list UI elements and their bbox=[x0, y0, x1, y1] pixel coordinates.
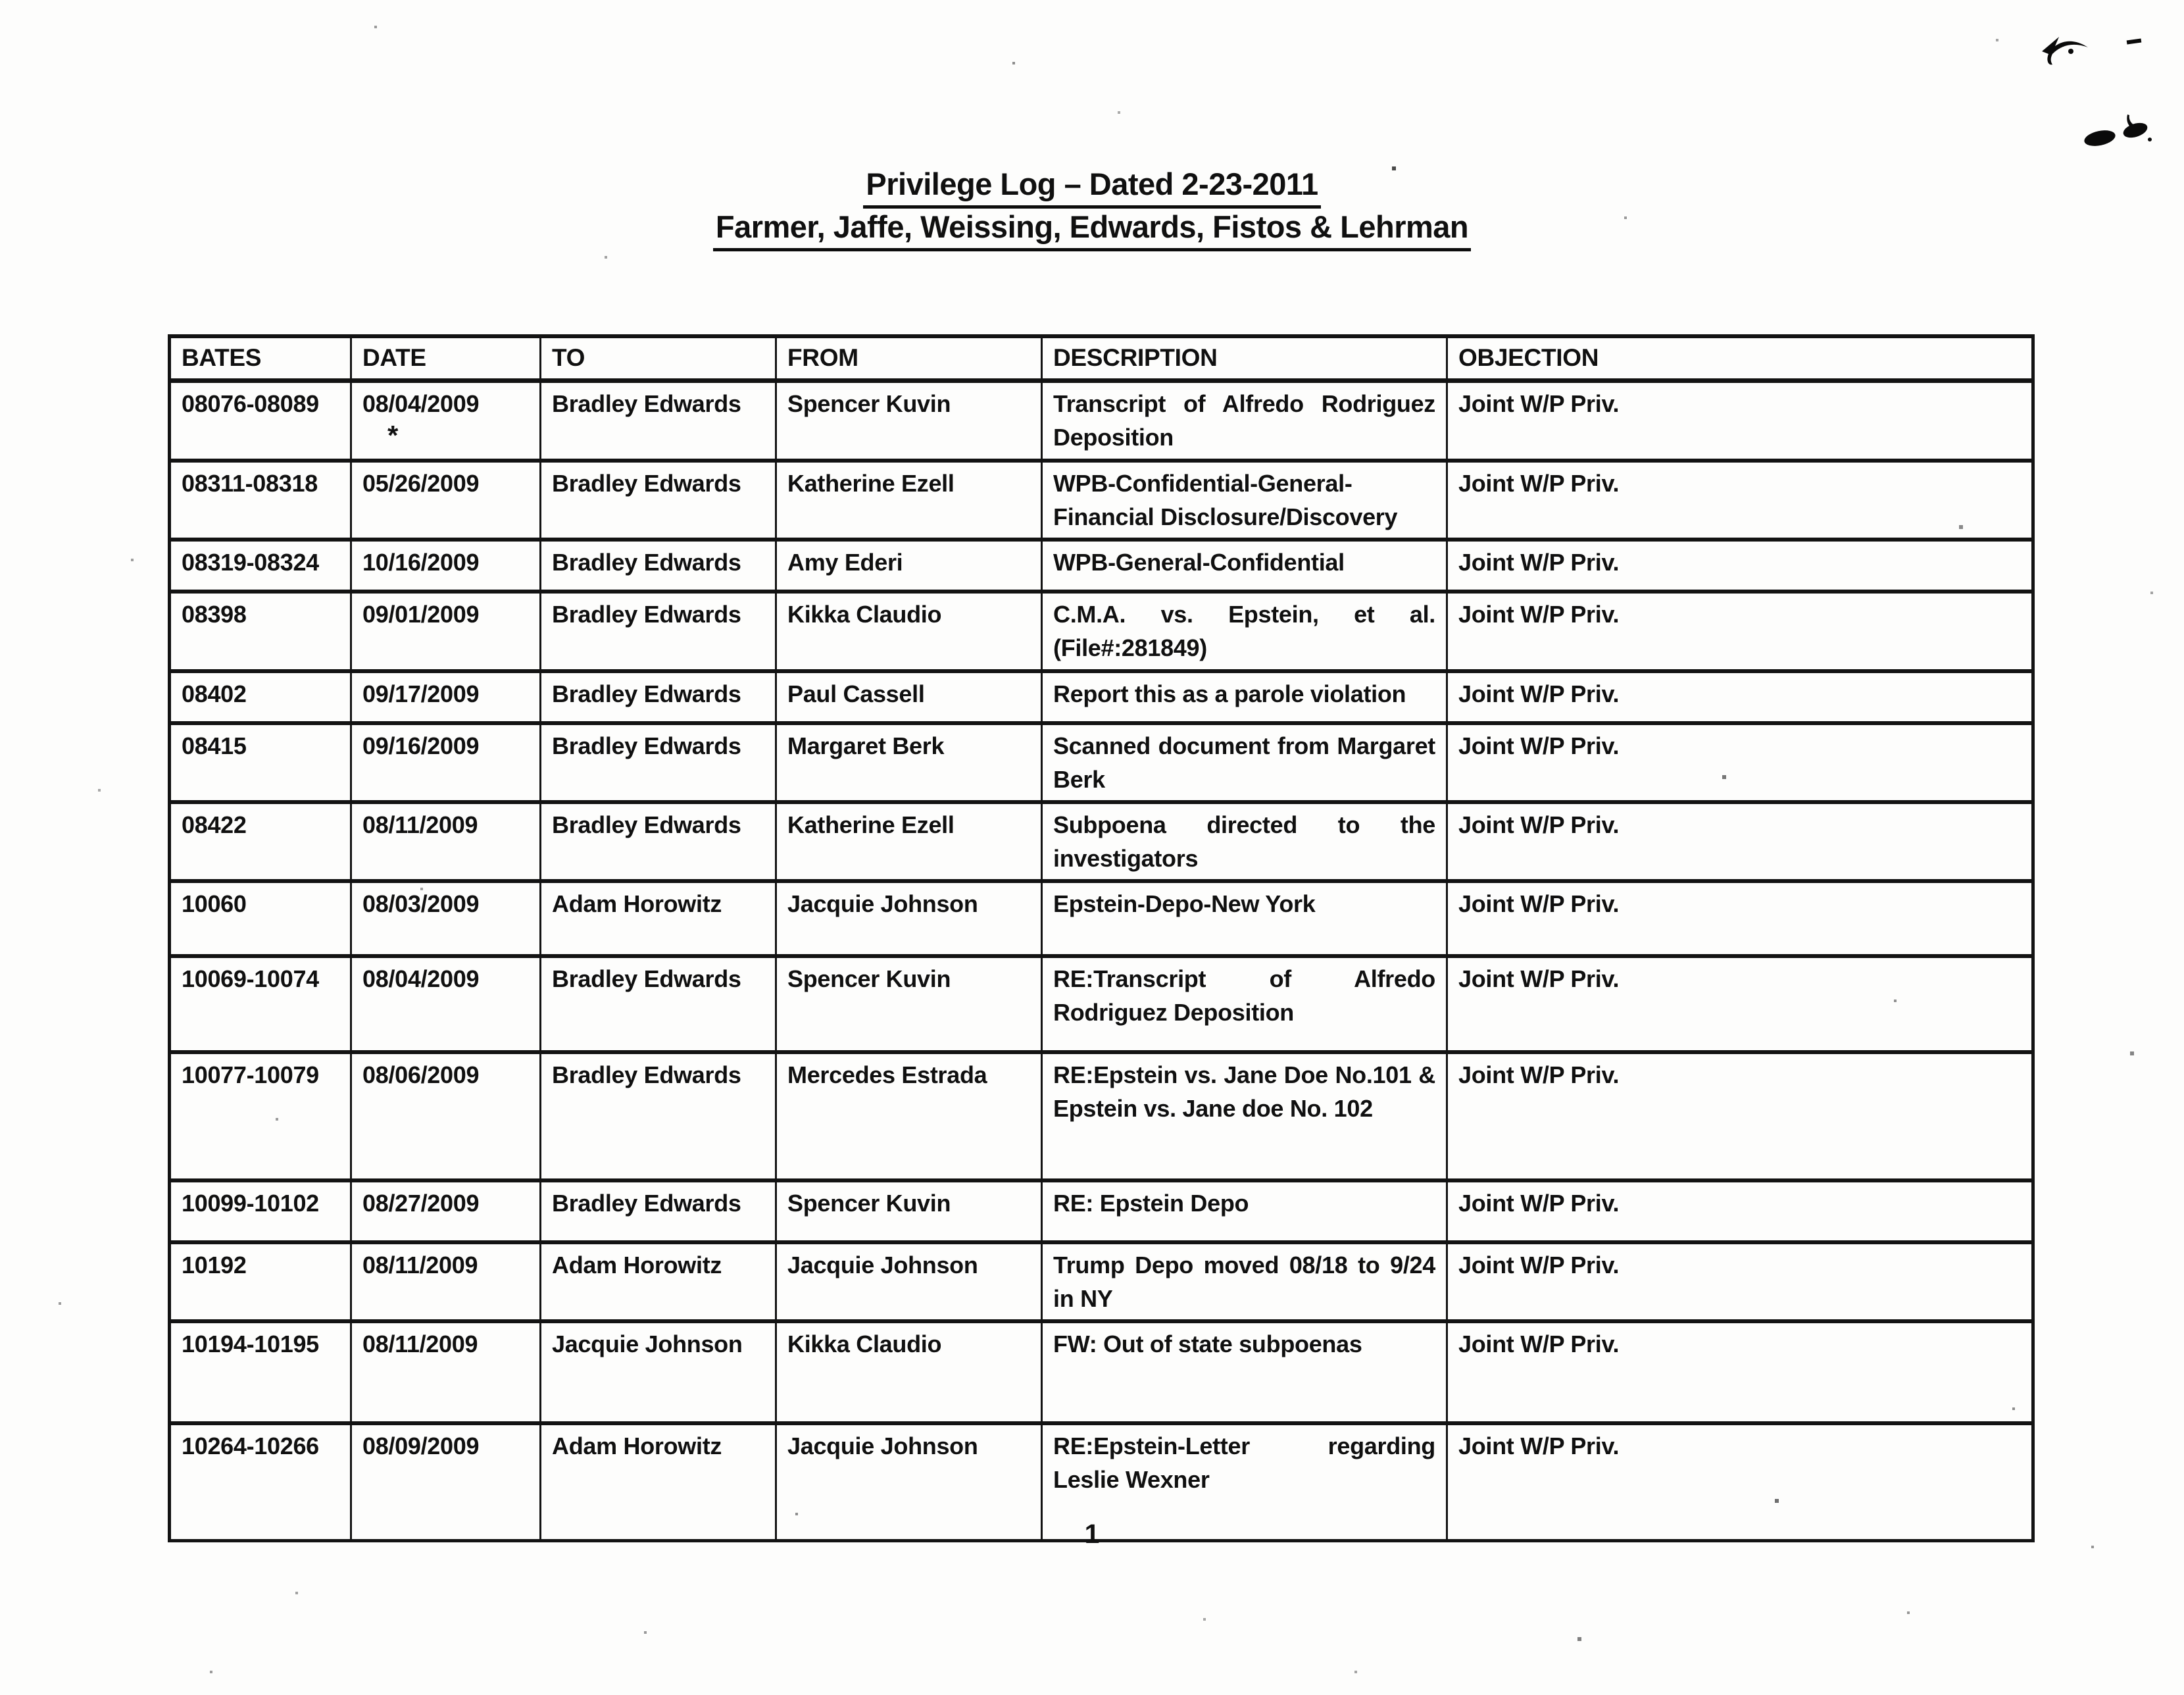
to-cell bbox=[541, 881, 776, 956]
date-cell bbox=[351, 723, 541, 802]
from-cell bbox=[776, 802, 1042, 881]
description-cell bbox=[1042, 1242, 1447, 1321]
date-cell bbox=[351, 671, 541, 723]
objection-value: Joint W/P Priv. bbox=[1458, 549, 1620, 576]
from-cell bbox=[776, 1180, 1042, 1242]
from-value: Spencer Kuvin bbox=[787, 965, 951, 993]
table-row bbox=[170, 881, 2033, 956]
description-cell bbox=[1042, 956, 1447, 1052]
to-cell bbox=[541, 461, 776, 540]
description-value: FW: Out of state subpoenas bbox=[1053, 1330, 1362, 1358]
objection-value: Joint W/P Priv. bbox=[1458, 1252, 1620, 1279]
privilege-log-table bbox=[168, 334, 2035, 1542]
from-value: Kikka Claudio bbox=[787, 1330, 942, 1358]
date-value: 09/01/2009 bbox=[362, 601, 480, 628]
date-value: 05/26/2009 bbox=[362, 470, 480, 497]
objection-value: Joint W/P Priv. bbox=[1458, 680, 1620, 707]
description-cell bbox=[1042, 380, 1447, 461]
description-cell bbox=[1042, 881, 1447, 956]
objection-cell bbox=[1447, 1321, 2033, 1423]
to-value: Bradley Edwards bbox=[552, 1190, 741, 1217]
to-value: Adam Horowitz bbox=[552, 1432, 722, 1460]
from-cell bbox=[776, 1321, 1042, 1423]
date-cell bbox=[351, 802, 541, 881]
date-cell bbox=[351, 540, 541, 592]
col-header-bates: BATES bbox=[170, 336, 351, 380]
from-value: Mercedes Estrada bbox=[787, 1061, 987, 1089]
objection-cell bbox=[1447, 671, 2033, 723]
from-value: Spencer Kuvin bbox=[787, 1190, 951, 1217]
bates-value: 10192 bbox=[182, 1252, 247, 1279]
title-line-1: Privilege Log – Dated 2-23-2011 bbox=[863, 166, 1320, 209]
bates-cell bbox=[170, 1321, 351, 1423]
from-cell bbox=[776, 956, 1042, 1052]
scan-noise-speckles bbox=[0, 0, 1, 1]
objection-cell bbox=[1447, 592, 2033, 670]
date-annotation: * bbox=[387, 419, 399, 451]
date-cell bbox=[351, 1052, 541, 1180]
to-value: Bradley Edwards bbox=[552, 601, 741, 628]
objection-value: Joint W/P Priv. bbox=[1458, 965, 1620, 993]
description-cell bbox=[1042, 723, 1447, 802]
bates-cell bbox=[170, 1242, 351, 1321]
from-cell bbox=[776, 380, 1042, 461]
from-value: Jacquie Johnson bbox=[787, 890, 978, 918]
description-cell bbox=[1042, 461, 1447, 540]
description-cell bbox=[1042, 1052, 1447, 1180]
col-header-objection: OBJECTION bbox=[1447, 336, 2033, 380]
date-value: 10/16/2009 bbox=[362, 549, 480, 576]
bates-cell bbox=[170, 723, 351, 802]
page-number: 1 bbox=[1084, 1519, 1100, 1549]
to-cell bbox=[541, 802, 776, 881]
description-value: RE:Epstein-Letter regarding Leslie Wexner bbox=[1053, 1432, 1435, 1494]
bates-cell bbox=[170, 1180, 351, 1242]
date-cell bbox=[351, 1242, 541, 1321]
description-cell bbox=[1042, 592, 1447, 670]
description-value: WPB-General-Confidential bbox=[1053, 549, 1345, 576]
from-cell bbox=[776, 461, 1042, 540]
date-value: 08/11/2009 bbox=[362, 811, 478, 838]
objection-value: Joint W/P Priv. bbox=[1458, 470, 1620, 497]
to-cell bbox=[541, 592, 776, 670]
description-value: WPB-Confidential-General-Financial Disclosure/Discovery bbox=[1053, 470, 1398, 531]
date-cell bbox=[351, 1180, 541, 1242]
description-cell bbox=[1042, 802, 1447, 881]
description-cell bbox=[1042, 540, 1447, 592]
date-cell bbox=[351, 380, 541, 461]
table-row bbox=[170, 956, 2033, 1052]
date-value: 08/04/2009 bbox=[362, 390, 480, 417]
objection-value: Joint W/P Priv. bbox=[1458, 890, 1620, 918]
description-value: Subpoena directed to the investigators bbox=[1053, 811, 1435, 873]
from-cell bbox=[776, 540, 1042, 592]
bates-value: 08311-08318 bbox=[182, 470, 318, 497]
date-cell bbox=[351, 956, 541, 1052]
from-value: Jacquie Johnson bbox=[787, 1432, 978, 1460]
table-row bbox=[170, 1180, 2033, 1242]
bates-cell bbox=[170, 802, 351, 881]
table-row bbox=[170, 723, 2033, 802]
col-header-date: DATE bbox=[351, 336, 541, 380]
date-value: 08/03/2009 bbox=[362, 890, 480, 918]
objection-cell bbox=[1447, 723, 2033, 802]
objection-cell bbox=[1447, 802, 2033, 881]
description-value: RE: Epstein Depo bbox=[1053, 1190, 1249, 1217]
description-value: C.M.A. vs. Epstein, et al.(File#:281849) bbox=[1053, 601, 1435, 662]
to-value: Adam Horowitz bbox=[552, 890, 722, 918]
from-cell bbox=[776, 1052, 1042, 1180]
objection-cell bbox=[1447, 956, 2033, 1052]
objection-value: Joint W/P Priv. bbox=[1458, 601, 1620, 628]
objection-value: Joint W/P Priv. bbox=[1458, 1190, 1620, 1217]
to-cell bbox=[541, 380, 776, 461]
to-value: Bradley Edwards bbox=[552, 965, 741, 993]
description-value: Report this as a parole violation bbox=[1053, 680, 1406, 707]
bates-value: 10077-10079 bbox=[182, 1061, 319, 1089]
objection-cell bbox=[1447, 540, 2033, 592]
date-value: 09/17/2009 bbox=[362, 680, 480, 707]
to-value: Bradley Edwards bbox=[552, 732, 741, 759]
date-value: 08/27/2009 bbox=[362, 1190, 480, 1217]
col-header-from: FROM bbox=[776, 336, 1042, 380]
bates-value: 08415 bbox=[182, 732, 247, 759]
objection-cell bbox=[1447, 380, 2033, 461]
description-value: Trump Depo moved 08/18 to 9/24 in NY bbox=[1053, 1252, 1435, 1313]
ink-blot-icon bbox=[2077, 111, 2156, 150]
from-value: Kikka Claudio bbox=[787, 601, 942, 628]
table-row bbox=[170, 1052, 2033, 1180]
to-cell bbox=[541, 1180, 776, 1242]
from-value: Katherine Ezell bbox=[787, 470, 955, 497]
table-row bbox=[170, 380, 2033, 461]
description-value: Transcript of Alfredo Rodriguez Deposition bbox=[1053, 390, 1435, 451]
to-cell bbox=[541, 1321, 776, 1423]
from-value: Jacquie Johnson bbox=[787, 1252, 978, 1279]
description-cell bbox=[1042, 671, 1447, 723]
title-line-2: Farmer, Jaffe, Weissing, Edwards, Fistos & Lehrman bbox=[713, 209, 1471, 251]
bates-value: 10069-10074 bbox=[182, 965, 319, 993]
bates-cell bbox=[170, 956, 351, 1052]
date-cell bbox=[351, 1321, 541, 1423]
description-value: Epstein-Depo-New York bbox=[1053, 890, 1316, 918]
from-value: Spencer Kuvin bbox=[787, 390, 951, 417]
date-value: 08/11/2009 bbox=[362, 1252, 478, 1279]
date-value: 08/11/2009 bbox=[362, 1330, 478, 1358]
to-cell bbox=[541, 671, 776, 723]
log-table-body bbox=[170, 380, 2033, 1540]
date-value: 08/04/2009 bbox=[362, 965, 480, 993]
from-cell bbox=[776, 671, 1042, 723]
from-cell bbox=[776, 592, 1042, 670]
bates-value: 08076-08089 bbox=[182, 390, 319, 417]
bates-cell bbox=[170, 461, 351, 540]
table-header-row bbox=[170, 336, 2033, 380]
table-row bbox=[170, 1321, 2033, 1423]
objection-cell bbox=[1447, 1180, 2033, 1242]
objection-cell bbox=[1447, 1052, 2033, 1180]
bates-cell bbox=[170, 1052, 351, 1180]
objection-value: Joint W/P Priv. bbox=[1458, 1432, 1620, 1460]
to-cell bbox=[541, 540, 776, 592]
objection-cell bbox=[1447, 1242, 2033, 1321]
to-value: Bradley Edwards bbox=[552, 470, 741, 497]
ink-dash-icon bbox=[2127, 38, 2142, 44]
bates-value: 08319-08324 bbox=[182, 549, 319, 576]
description-cell bbox=[1042, 1180, 1447, 1242]
description-value: Scanned document from Margaret Berk bbox=[1053, 732, 1435, 793]
from-value: Paul Cassell bbox=[787, 680, 925, 707]
from-value: Katherine Ezell bbox=[787, 811, 955, 838]
to-value: Adam Horowitz bbox=[552, 1252, 722, 1279]
bates-cell bbox=[170, 671, 351, 723]
from-value: Margaret Berk bbox=[787, 732, 945, 759]
date-cell bbox=[351, 461, 541, 540]
objection-value: Joint W/P Priv. bbox=[1458, 1330, 1620, 1358]
table-row bbox=[170, 540, 2033, 592]
bates-value: 10060 bbox=[182, 890, 247, 918]
objection-value: Joint W/P Priv. bbox=[1458, 390, 1620, 417]
objection-cell bbox=[1447, 461, 2033, 540]
col-header-to: TO bbox=[541, 336, 776, 380]
from-cell bbox=[776, 1242, 1042, 1321]
to-cell bbox=[541, 956, 776, 1052]
bates-value: 08398 bbox=[182, 601, 247, 628]
from-cell bbox=[776, 723, 1042, 802]
to-value: Bradley Edwards bbox=[552, 1061, 741, 1089]
table-row bbox=[170, 802, 2033, 881]
document-title bbox=[0, 166, 2184, 251]
objection-value: Joint W/P Priv. bbox=[1458, 811, 1620, 838]
to-value: Bradley Edwards bbox=[552, 390, 741, 417]
to-value: Jacquie Johnson bbox=[552, 1330, 743, 1358]
to-cell bbox=[541, 1052, 776, 1180]
to-cell bbox=[541, 723, 776, 802]
bates-value: 08402 bbox=[182, 680, 247, 707]
table-row bbox=[170, 671, 2033, 723]
description-value: RE:Transcript of Alfredo Rodriguez Deposition bbox=[1053, 965, 1435, 1026]
to-value: Bradley Edwards bbox=[552, 549, 741, 576]
from-value: Amy Ederi bbox=[787, 549, 903, 576]
bates-value: 10194-10195 bbox=[182, 1330, 319, 1358]
bates-cell bbox=[170, 380, 351, 461]
bates-cell bbox=[170, 881, 351, 956]
bates-value: 10264-10266 bbox=[182, 1432, 319, 1460]
date-value: 09/16/2009 bbox=[362, 732, 480, 759]
table-row bbox=[170, 592, 2033, 670]
date-value: 08/06/2009 bbox=[362, 1061, 480, 1089]
from-cell bbox=[776, 881, 1042, 956]
bates-value: 08422 bbox=[182, 811, 247, 838]
to-value: Bradley Edwards bbox=[552, 811, 741, 838]
description-value: RE:Epstein vs. Jane Doe No.101 & Epstein vs. Jane doe No. 102 bbox=[1053, 1061, 1435, 1123]
objection-cell bbox=[1447, 881, 2033, 956]
bates-cell bbox=[170, 592, 351, 670]
objection-value: Joint W/P Priv. bbox=[1458, 732, 1620, 759]
ink-scribble-icon bbox=[2033, 32, 2096, 79]
date-cell bbox=[351, 881, 541, 956]
bates-cell bbox=[170, 540, 351, 592]
date-cell bbox=[351, 592, 541, 670]
objection-value: Joint W/P Priv. bbox=[1458, 1061, 1620, 1089]
table-row bbox=[170, 461, 2033, 540]
description-cell bbox=[1042, 1321, 1447, 1423]
bates-value: 10099-10102 bbox=[182, 1190, 319, 1217]
to-value: Bradley Edwards bbox=[552, 680, 741, 707]
col-header-description: DESCRIPTION bbox=[1042, 336, 1447, 380]
to-cell bbox=[541, 1242, 776, 1321]
table-row bbox=[170, 1242, 2033, 1321]
date-value: 08/09/2009 bbox=[362, 1432, 480, 1460]
